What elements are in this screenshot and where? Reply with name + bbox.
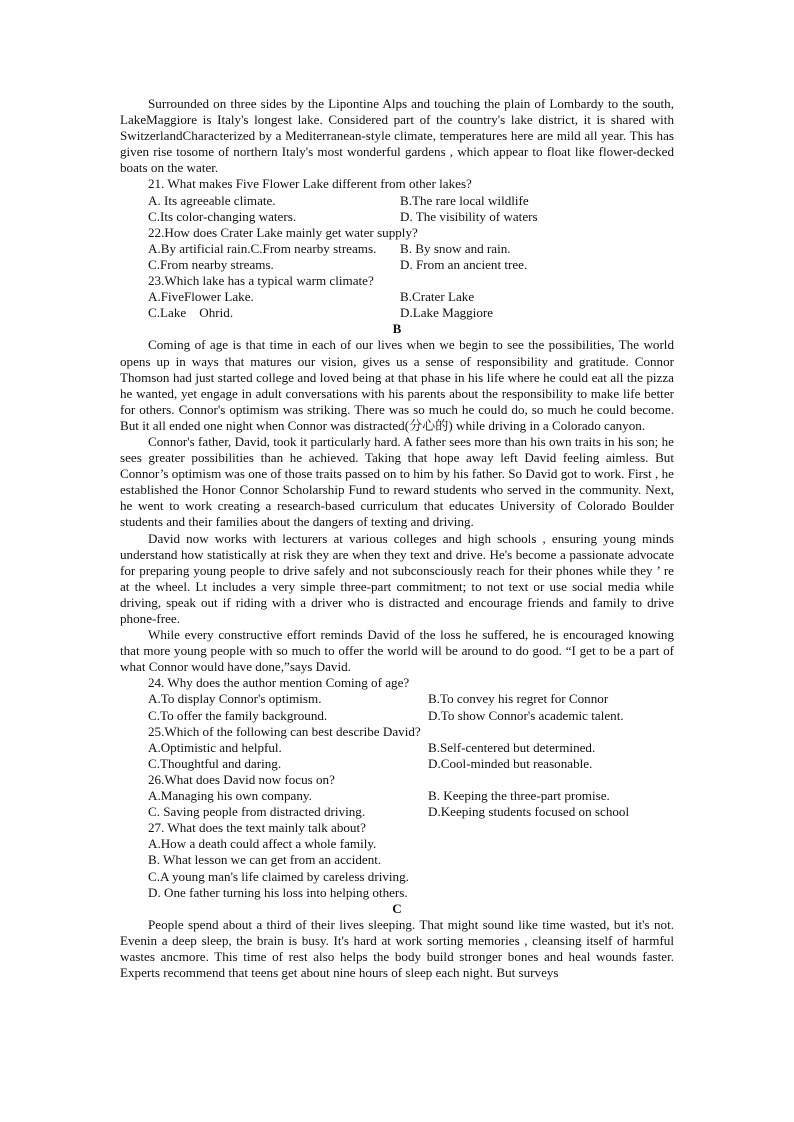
question-stem: 27. What does the text mainly talk about?	[148, 820, 366, 836]
option-d: D.To show Connor's academic talent.	[428, 707, 624, 723]
option-d: D. One father turning his loss into helping others.	[148, 884, 408, 900]
option-c: C. Saving people from distracted driving.	[148, 804, 366, 820]
question-23	[120, 273, 674, 321]
question-25	[120, 724, 674, 772]
option-c: C.Its color-changing waters.	[148, 208, 297, 224]
option-d: D.Lake Maggiore	[400, 305, 494, 321]
option-a: A.FiveFlower Lake.	[148, 289, 254, 305]
option-b: B. Keeping the three-part promise.	[428, 788, 610, 804]
question-26	[120, 772, 674, 820]
question-22	[120, 225, 674, 273]
passage-c-paragraph: People spend about a third of their lives sleeping. That might sound like time wasted, but it's not. Evenin a deep sleep, the brain is busy. It's hard at work sorting memories , cleansing itself of harmful wastes ancmore. This time of rest also helps the body build stronger bones and heal wounds faster. Experts recommend that teens get about nine hours of sleep each night. But surveys	[120, 916, 674, 981]
question-stem: 23.Which lake has a typical warm climate?	[148, 273, 374, 289]
option-c: C.From nearby streams.	[148, 256, 274, 272]
question-stem: 24. Why does the author mention Coming of age?	[148, 675, 410, 691]
option-b: B.Self-centered but determined.	[428, 739, 596, 755]
option-a: A.To display Connor's optimism.	[148, 691, 322, 707]
option-d: D.Cool-minded but reasonable.	[428, 755, 593, 771]
option-d: D.Keeping students focused on school	[428, 804, 630, 820]
passage-a-paragraph: Surrounded on three sides by the Lipontine Alps and touching the plain of Lombardy to the south, LakeMaggiore is Italy's longest lake. Considered part of the country's lake district, it is shared with SwitzerlandCharacterized by a Mediterranean-style climate, temperatures here are mild all year. This has given rise tosome of northern Italy's most wonderful gardens , which appear to float like flower-decked boats on the water.	[120, 96, 674, 176]
option-a: A.Managing his own company.	[148, 788, 312, 804]
option-d: D. The visibility of waters	[400, 208, 538, 224]
option-c: C.To offer the family background.	[148, 707, 328, 723]
option-b: B.To convey his regret for Connor	[428, 691, 609, 707]
option-c: C.Lake Ohrid.	[148, 305, 234, 321]
option-b: B. By snow and rain.	[400, 240, 511, 256]
question-stem: 21. What makes Five Flower Lake different from other lakes?	[148, 176, 472, 192]
option-b: B.Crater Lake	[400, 289, 475, 305]
question-27	[120, 820, 674, 900]
option-b: B.The rare local wildlife	[400, 192, 529, 208]
passage-b-paragraph-2: Connor's father, David, took it particularly hard. A father sees more than his own traits in his son; he sees greater possibilities than he achieved. Taking that hope away left David feeling aimless. But Connor’s optimism was one of those traits passed on to him by his father. So David got to work. First , he established the Honor Connor Scholarship Fund to reward students who served in the community. Next, he went to work creating a research-based curriculum that educates University of Colorado Boulder students and their families about the dangers of texting and driving.	[120, 433, 674, 530]
option-c: C.A young man's life claimed by careless driving.	[148, 868, 409, 884]
option-a: A.By artificial rain.C.From nearby streams.	[148, 240, 377, 256]
question-stem: 26.What does David now focus on?	[148, 771, 335, 787]
question-stem: 25.Which of the following can best describe David?	[148, 723, 421, 739]
question-24	[120, 675, 674, 723]
passage-b-paragraph-3: David now works with lecturers at various colleges and high schools , ensuring young minds understand how statistically at risk they are when they text and drive. He's become a passionate advocate for preparing young people to drive safely and not subconsciously reach for their phones while they ’ re at the wheel. Lt includes a very simple three-part commitment; to not text or use social media while driving, speak out if riding with a driver who is distracted and encourage friends and family to drive phone-free.	[120, 530, 674, 626]
passage-b-paragraph-4: While every constructive effort reminds David of the loss he suffered, he is encouraged knowing that more young people with so much to offer the world will be around to do good. “I get to be a part of what Connor would have done,”says David.	[120, 627, 674, 675]
option-b: B. What lesson we can get from an accident.	[148, 852, 382, 868]
option-a: A.Optimistic and helpful.	[148, 739, 282, 755]
question-stem: 22.How does Crater Lake mainly get water supply?	[148, 224, 418, 240]
option-a: A. Its agreeable climate.	[148, 192, 276, 208]
option-d: D. From an ancient tree.	[400, 256, 528, 272]
option-c: C.Thoughtful and daring.	[148, 755, 282, 771]
exam-page	[120, 96, 674, 981]
question-21	[120, 176, 674, 224]
passage-b-paragraph-1: Coming of age is that time in each of our lives when we begin to see the possibilities, The world opens up in ways that matures our vision, gives us a sense of responsibility and gratitude. Connor Thomson had just started college and loved being at that phase in his life where he could eat all the pizza he wanted, yet engage in adult conversations with his parents about the responsibility to make life better for others. Connor's optimism was striking. There was so much he could do, so much he could become. But it all ended one night when Connor was distracted(分心的) while driving in a Colorado canyon.	[120, 337, 674, 433]
section-c-heading: C	[392, 900, 402, 916]
section-b-heading: B	[392, 321, 402, 337]
option-a: A.How a death could affect a whole family.	[148, 836, 377, 852]
